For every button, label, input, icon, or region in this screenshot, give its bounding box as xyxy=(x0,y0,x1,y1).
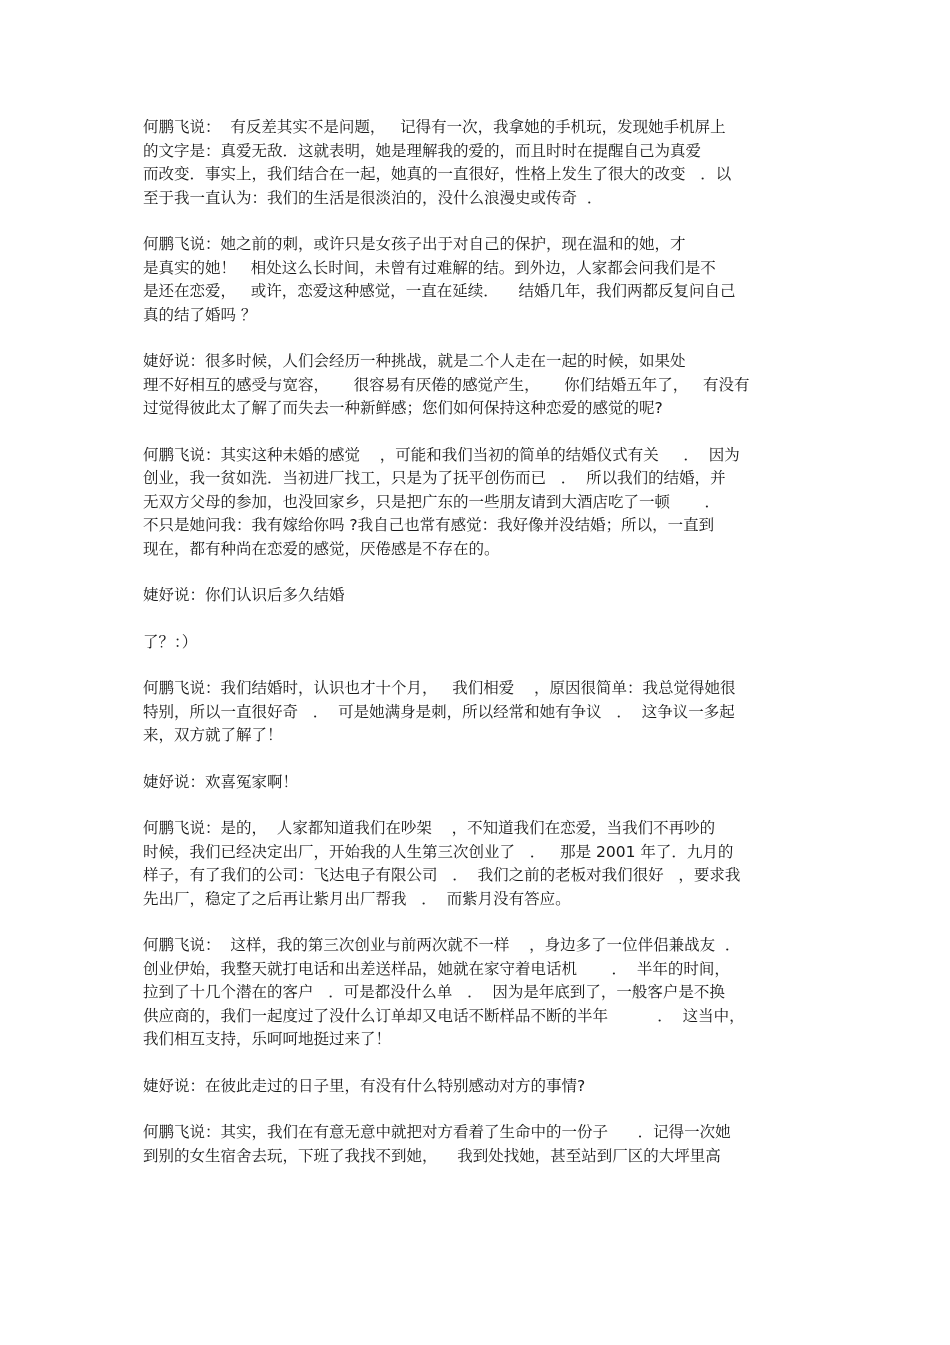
text-line: 理不好相互的感受与宽容， 很容易有厌倦的感觉产生， 你们结婚五年了， 有没有 xyxy=(143,375,750,394)
paragraph-gap xyxy=(143,421,815,444)
text-line: 时候，我们已经决定出厂，开始我的人生第三次创业了 ． 那是 2001 年了．九月的 xyxy=(143,842,734,861)
paragraph-gap xyxy=(143,210,815,233)
text-line: 何鹏飞说： 这样，我的第三次创业与前两次就不一样 ，身边多了一位伴侣兼战友 ． xyxy=(143,936,741,954)
text-line: 我们相互支持，乐呵呵地挺过来了！ xyxy=(143,1030,392,1048)
paragraph-gap xyxy=(143,608,815,631)
paragraph xyxy=(143,817,815,911)
text-line: 拉到了十几个潜在的客户 ．可是都没什么单 ． 因为是年底到了，一般客户是不换 xyxy=(143,983,725,1001)
text-line: 供应商的，我们一起度过了没什么订单却又电话不断样品不断的半年 ． 这当中， xyxy=(143,1006,745,1025)
text-line: 了？：） xyxy=(143,632,198,651)
text-line: 无双方父母的参加，也没回家乡，只是把广东的一些朋友请到大酒店吃了一顿 ． xyxy=(143,492,720,511)
text-line: 先出厂，稳定了之后再让紫月出厂帮我 ． 而紫月没有答应。 xyxy=(143,889,571,908)
text-line: 现在，都有种尚在恋爱的感觉，厌倦感是不存在的。 xyxy=(143,539,500,558)
paragraph xyxy=(143,1121,815,1168)
text-line: 何鹏飞说： 有反差其实不是问题， 记得有一次，我拿她的手机玩，发现她手机屏上 xyxy=(143,118,726,136)
text-line: 而改变．事实上，我们结合在一起，她真的一直很好，性格上发生了很大的改变 ．以 xyxy=(143,165,732,183)
text-line: 何鹏飞说：我们结婚时，认识也才十个月， 我们相爱 ，原因很简单：我总觉得她很 xyxy=(143,679,736,697)
text-line: 何鹏飞说：是的， 人家都知道我们在吵架 ，不知道我们在恋爱，当我们不再吵的 xyxy=(143,819,716,837)
text-line: 是还在恋爱， 或许，恋爱这种感觉，一直在延续． 结婚几年，我们两都反复问自己 xyxy=(143,282,736,300)
text-line: 何鹏飞说：其实，我们在有意无意中就把对方看着了生命中的一份子 ．记得一次她 xyxy=(143,1123,731,1141)
text-line: 婕妤说：你们认识后多久结婚 xyxy=(143,586,345,604)
paragraph xyxy=(143,677,815,748)
text-line: 至于我一直认为：我们的生活是很淡泊的，没什么浪漫史或传奇 ． xyxy=(143,188,603,207)
text-line: 创业，我一贫如洗．当初进厂找工，只是为了抚平创伤而已 ． 所以我们的结婚，并 xyxy=(143,469,726,487)
text-line: 过觉得彼此太了解了而失去一种新鲜感；您们如何保持这种恋爱的感觉的呢? xyxy=(143,399,663,417)
paragraph xyxy=(143,350,815,421)
text-line: 样子，有了我们的公司：飞达电子有限公司 ． 我们之前的老板对我们很好 ，要求我 xyxy=(143,866,741,884)
text-line: 婕妤说：欢喜冤家啊！ xyxy=(143,772,299,791)
paragraph xyxy=(143,584,815,608)
paragraph-gap xyxy=(143,748,815,771)
text-line: 到别的女生宿舍去玩，下班了我找不到她， 我到处找她，甚至站到厂区的大坪里高 xyxy=(143,1146,721,1165)
paragraph xyxy=(143,116,815,210)
paragraph xyxy=(143,771,815,795)
paragraph xyxy=(143,934,815,1052)
text-line: 的文字是：真爱无敌．这就表明，她是理解我的爱的，而且时时在提醒自己为真爱 xyxy=(143,141,702,160)
paragraph xyxy=(143,233,815,327)
paragraph xyxy=(143,444,815,562)
text-line: 婕妤说：在彼此走过的日子里，有没有什么特别感动对方的事情? xyxy=(143,1076,586,1095)
paragraph-gap xyxy=(143,561,815,584)
paragraph-gap xyxy=(143,794,815,817)
text-line: 来，双方就了解了！ xyxy=(143,726,283,744)
text-line: 是真实的她！ 相处这么长时间，未曾有过难解的结。到外边，人家都会问我们是不 xyxy=(143,258,716,277)
text-line: 婕妤说：很多时候，人们会经历一种挑战，就是二个人走在一起的时候，如果处 xyxy=(143,352,686,370)
text-line: 创业伊始，我整天就打电话和出差送样品，她就在家守着电话机 ． 半年的时间， xyxy=(143,959,730,978)
text-line: 不只是她问我：我有嫁给你吗 ?我自己也常有感觉：我好像并没结婚；所以，一直到 xyxy=(143,516,715,534)
paragraph-gap xyxy=(143,327,815,350)
text-line: 何鹏飞说：她之前的刺，或许只是女孩子出于对自己的保护，现在温和的她，才 xyxy=(143,235,686,253)
paragraph-gap xyxy=(143,654,815,677)
paragraph xyxy=(143,631,815,655)
paragraph-gap xyxy=(143,911,815,934)
text-line: 特别，所以一直很好奇 ． 可是她满身是刺，所以经常和她有争议 ． 这争议一多起 xyxy=(143,702,735,721)
text-line: 真的结了婚吗 ？ xyxy=(143,305,257,324)
paragraph-gap xyxy=(143,1052,815,1075)
text-line: 何鹏飞说：其实这种未婚的感觉 ，可能和我们当初的简单的结婚仪式有关 ． 因为 xyxy=(143,445,740,464)
paragraph xyxy=(143,1075,815,1099)
document-page xyxy=(143,116,815,1168)
paragraph-gap xyxy=(143,1098,815,1121)
